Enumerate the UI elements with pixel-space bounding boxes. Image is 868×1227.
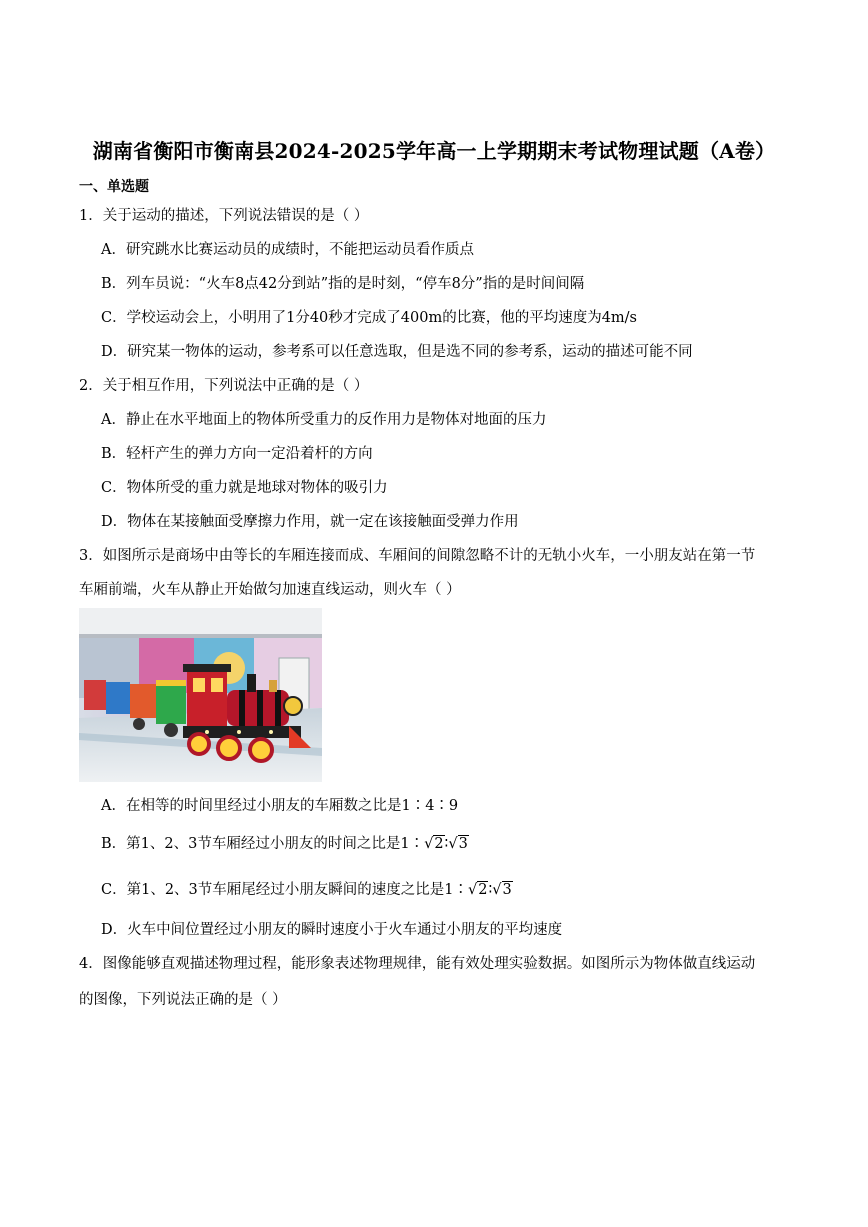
question-1-option-d: D．研究某一物体的运动，参考系可以任意选取，但是选不同的参考系，运动的描述可能不同 bbox=[101, 344, 693, 360]
section-heading: 一、单选题 bbox=[79, 179, 149, 195]
sqrt-2-radicand: 2 bbox=[478, 882, 488, 898]
sqrt-2-radicand: 2 bbox=[434, 836, 444, 852]
question-2-option-c: C．物体所受的重力就是地球对物体的吸引力 bbox=[101, 480, 388, 496]
question-4-stem-line-2: 的图像，下列说法正确的是（ ） bbox=[79, 992, 287, 1008]
sqrt-icon: √ bbox=[448, 836, 458, 852]
sqrt-3-radicand: 3 bbox=[502, 882, 512, 898]
question-1-stem: 1．关于运动的描述，下列说法错误的是（ ） bbox=[79, 208, 369, 224]
question-3-stem-line-2: 车厢前端，火车从静止开始做匀加速直线运动，则火车（ ） bbox=[79, 582, 461, 598]
question-3-option-b-text: B．第1、2、3节车厢经过小朋友的时间之比是1∶ bbox=[101, 836, 425, 852]
question-3-option-c-text: C．第1、2、3节车厢尾经过小朋友瞬间的速度之比是1∶ bbox=[101, 882, 468, 898]
question-3-stem-line-1: 3．如图所示是商场中由等长的车厢连接而成、车厢间的间隙忽略不计的无轨小火车，一小朋友站在第一节 bbox=[79, 548, 756, 564]
sqrt-icon: √ bbox=[468, 882, 478, 898]
question-1-option-a: A．研究跳水比赛运动员的成绩时，不能把运动员看作质点 bbox=[101, 242, 474, 258]
sqrt-3-radicand: 3 bbox=[458, 836, 468, 852]
question-2-stem: 2．关于相互作用，下列说法中正确的是（ ） bbox=[79, 378, 369, 394]
question-2-option-b: B．轻杆产生的弹力方向一定沿着杆的方向 bbox=[101, 446, 373, 462]
ratio-separator: ∶ bbox=[488, 882, 493, 898]
sqrt-icon: √ bbox=[424, 836, 434, 852]
question-1-option-b: B．列车员说：“火车8点42分到站”指的是时刻，“停车8分”指的是时间间隔 bbox=[101, 276, 585, 292]
question-1-option-c: C．学校运动会上，小明用了1分40秒才完成了400m的比赛，他的平均速度为4m/s bbox=[101, 310, 637, 326]
question-3-option-c bbox=[101, 880, 513, 900]
question-2-option-d: D．物体在某接触面受摩擦力作用，就一定在该接触面受弹力作用 bbox=[101, 514, 519, 530]
question-3-option-a: A．在相等的时间里经过小朋友的车厢数之比是1∶4∶9 bbox=[101, 798, 459, 814]
question-3-option-d: D．火车中间位置经过小朋友的瞬时速度小于火车通过小朋友的平均速度 bbox=[101, 922, 563, 938]
question-3-option-b bbox=[101, 834, 469, 854]
ratio-separator: ∶ bbox=[444, 836, 449, 852]
question-2-option-a: A．静止在水平地面上的物体所受重力的反作用力是物体对地面的压力 bbox=[101, 412, 547, 428]
train-photo bbox=[79, 608, 322, 782]
question-4-stem-line-1: 4．图像能够直观描述物理过程，能形象表述物理规律，能有效处理实验数据。如图所示为物体做直线运动 bbox=[79, 956, 756, 972]
page-title: 湖南省衡阳市衡南县2024-2025学年高一上学期期末考试物理试题（A卷） bbox=[92, 139, 776, 163]
sqrt-icon: √ bbox=[492, 882, 502, 898]
